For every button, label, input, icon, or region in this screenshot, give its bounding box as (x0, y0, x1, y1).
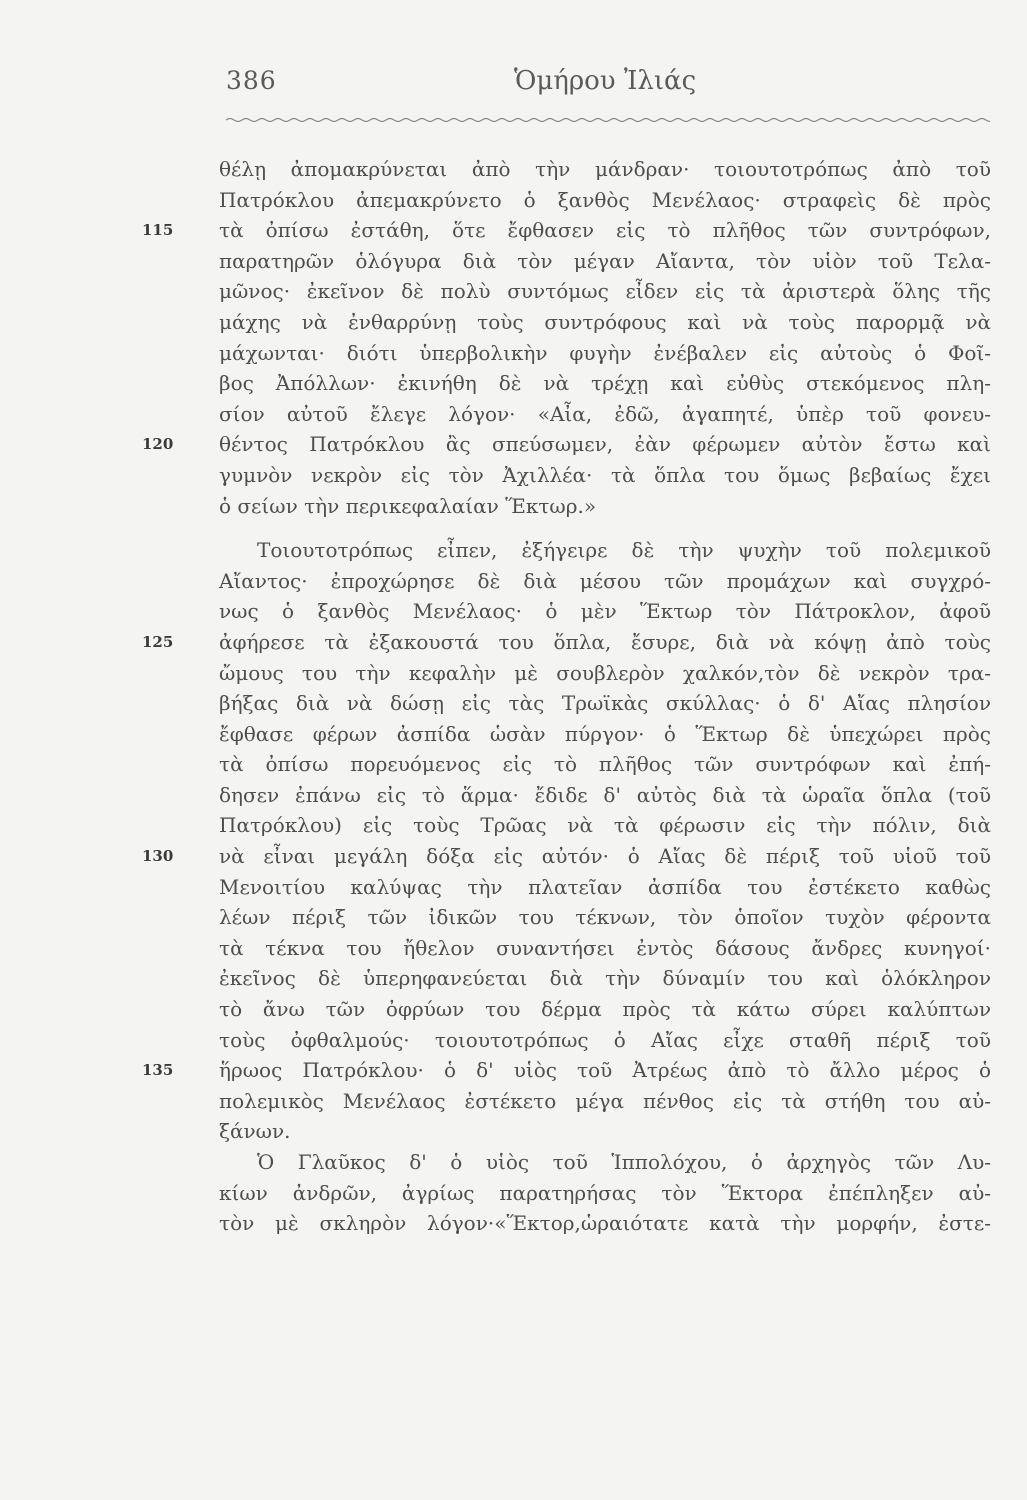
page-header (0, 66, 1027, 106)
margin-line-number: 120 (142, 435, 174, 453)
margin-line-number: 125 (142, 633, 174, 651)
text-line: πολεμικὸς Μενέλαος ἐστέκετο μέγα πένθος εἰς τὰ στήθη του αὐ- (219, 1088, 991, 1113)
running-title: Ὁμήρου Ἰλιάς (514, 66, 697, 96)
text-line: Πατρόκλου) εἰς τοὺς Τρῶας νὰ τὰ φέρωσιν εἰς τὴν πόλιν, διὰ (219, 813, 991, 838)
text-line: δησεν ἐπάνω εἰς τὸ ἅρμα· ἔδιδε δ' αὐτὸς διὰ τὰ ὡραῖα ὅπλα (τοῦ (219, 782, 991, 807)
text-line: θέλῃ ἀπομακρύνεται ἀπὸ τὴν μάνδραν· τοιουτοτρόπως ἀπὸ τοῦ (219, 157, 991, 181)
text-line: Πατρόκλου ἀπεμακρύνετο ὁ ξανθὸς Μενέλαος· στραφεὶς δὲ πρὸς (219, 187, 991, 212)
header-rule (226, 116, 990, 124)
text-line: τὰ ὀπίσω πορευόμενος εἰς τὸ πλῆθος τῶν συντρόφων καὶ ἐπή- (219, 752, 991, 777)
text-line: τὸ ἄνω τῶν ὀφρύων του δέρμα πρὸς τὰ κάτω σύρει καλύπτων (219, 997, 991, 1022)
text-line: νὰ εἶναι μεγάλη δόξα εἰς αὐτόν· ὁ Αἴας δὲ πέριξ τοῦ υἱοῦ τοῦ (219, 844, 991, 869)
text-line: ἀφήρεσε τὰ ἐξακουστά του ὅπλα, ἔσυρε, διὰ νὰ κόψῃ ἀπὸ τοὺς (219, 629, 991, 654)
body-text (219, 154, 991, 1239)
text-line: μῶνος· ἐκεῖνον δὲ πολὺ συντόμως εἶδεν εἰς τὰ ἀριστερὰ ὅλης τῆς (219, 279, 991, 304)
text-line: τὸν μὲ σκληρὸν λόγον·«Ἕκτορ,ὡραιότατε κατὰ τὴν μορφήν, ἐστε- (219, 1211, 991, 1236)
text-line: θέντος Πατρόκλου ἂς σπεύσωμεν, ἐὰν φέρωμεν αὐτὸν ἔστω καὶ (219, 432, 991, 457)
text-line: μάχωνται· διότι ὑπερβολικὴν φυγὴν ἐνέβαλεν εἰς αὐτοὺς ὁ Φοῖ- (219, 340, 991, 365)
text-line: τὰ ὀπίσω ἐστάθη, ὅτε ἔφθασεν εἰς τὸ πλῆθος τῶν συντρόφων, (219, 218, 991, 243)
text-line: Ὁ Γλαῦκος δ' ὁ υἱὸς τοῦ Ἱππολόχου, ὁ ἀρχηγὸς τῶν Λυ- (257, 1150, 991, 1174)
text-line: ὁ σείων τὴν περικεφαλαίαν Ἕκτωρ.» (219, 493, 597, 518)
margin-line-number: 115 (142, 221, 174, 239)
text-line: παρατηρῶν ὁλόγυρα διὰ τὸν μέγαν Αἴαντα, τὸν υἱὸν τοῦ Τελα- (219, 248, 991, 273)
page-number: 386 (226, 66, 277, 95)
text-line: τὰ τέκνα του ἤθελον συναντήσει ἐντὸς δάσους ἄνδρες κυνηγοί· (219, 935, 991, 960)
text-line: Μενοιτίου καλύψας τὴν πλατεῖαν ἀσπίδα του ἐστέκετο καθὼς (219, 874, 991, 899)
text-line: βος Ἀπόλλων· ἐκινήθη δὲ νὰ τρέχῃ καὶ εὐθὺς στεκόμενος πλη- (219, 371, 991, 396)
text-line: ξάνων. (219, 1119, 291, 1144)
text-line: ὤμους του τὴν κεφαλὴν μὲ σουβλερὸν χαλκόν,τὸν δὲ νεκρὸν τρα- (219, 660, 991, 685)
text-line: κίων ἀνδρῶν, ἀγρίως παρατηρήσας τὸν Ἕκτορα ἐπέπληξεν αὐ- (219, 1180, 991, 1205)
margin-line-number: 135 (142, 1061, 174, 1079)
text-line: ἐκεῖνος δὲ ὑπερηφανεύεται διὰ τὴν δύναμίν του καὶ ὁλόκληρον (219, 966, 991, 991)
text-line: νως ὁ ξανθὸς Μενέλαος· ὁ μὲν Ἕκτωρ τὸν Πάτροκλον, ἀφοῦ (219, 599, 991, 624)
margin-line-number: 130 (142, 847, 174, 865)
text-line: βήξας διὰ νὰ δώσῃ εἰς τὰς Τρωϊκὰς σκύλλας· ὁ δ' Αἴας πλησίον (219, 691, 991, 716)
text-line: ἔφθασε φέρων ἀσπίδα ὡσὰν πύργον· ὁ Ἕκτωρ δὲ ὑπεχώρει πρὸς (219, 721, 991, 746)
text-line: Τοιουτοτρόπως εἶπεν, ἐξήγειρε δὲ τὴν ψυχὴν τοῦ πολεμικοῦ (257, 538, 991, 563)
text-line: Αἴαντος· ἐπροχώρησε δὲ διὰ μέσου τῶν προμάχων καὶ συγχρό- (219, 568, 991, 593)
text-line: γυμνὸν νεκρὸν εἰς τὸν Ἀχιλλέα· τὰ ὅπλα του ὅμως βεβαίως ἔχει (219, 462, 991, 487)
text-line: ἥρωος Πατρόκλου· ὁ δ' υἱὸς τοῦ Ἀτρέως ἀπὸ τὸ ἄλλο μέρος ὁ (219, 1058, 991, 1083)
text-line: σίον αὐτοῦ ἔλεγε λόγον· «Αἶα, ἐδῶ, ἀγαπητέ, ὑπὲρ τοῦ φονευ- (219, 401, 991, 426)
text-line: μάχης νὰ ἐνθαρρύνῃ τοὺς συντρόφους καὶ νὰ τοὺς παρορμᾷ νὰ (219, 309, 991, 334)
text-line: τοὺς ὀφθαλμούς· τοιουτοτρόπως ὁ Αἴας εἶχε σταθῆ πέριξ τοῦ (219, 1027, 991, 1052)
text-line: λέων πέριξ τῶν ἰδικῶν του τέκνων, τὸν ὁποῖον τυχὸν φέροντα (219, 905, 991, 930)
